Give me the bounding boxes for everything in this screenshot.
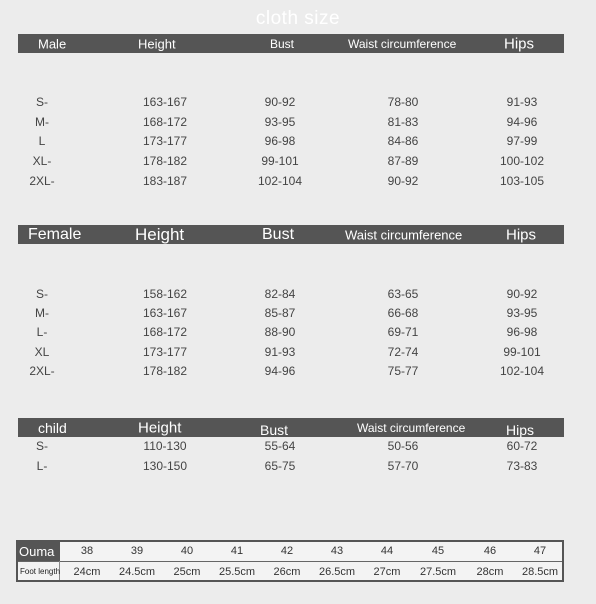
shoe-size-cell: 46: [483, 545, 497, 557]
bust-cell: 94-96: [264, 364, 296, 378]
female-header-label: Female: [28, 225, 82, 243]
table-row: [0, 439, 596, 457]
table-row: [0, 306, 596, 324]
child-header-height: Height: [138, 419, 182, 436]
foot-length-cell: 27cm: [373, 566, 401, 578]
hips-cell: 94-96: [506, 115, 538, 129]
size-cell: 2XL-: [29, 174, 55, 188]
hips-cell: 100-102: [499, 154, 545, 168]
shoe-size-cell: 45: [431, 545, 445, 557]
table-row: [0, 174, 596, 192]
size-cell: L-: [36, 459, 48, 473]
height-cell: 178-182: [142, 154, 188, 168]
waist-cell: 81-83: [387, 115, 419, 129]
foot-length-cell: 26cm: [273, 566, 301, 578]
table-row: [0, 154, 596, 172]
size-cell: 2XL-: [29, 364, 55, 378]
height-cell: 130-150: [142, 459, 188, 473]
waist-cell: 75-77: [387, 364, 419, 378]
size-cell: L-: [36, 325, 48, 339]
height-cell: 178-182: [142, 364, 188, 378]
height-cell: 183-187: [142, 174, 188, 188]
hips-cell: 97-99: [506, 134, 538, 148]
child-header-hips: Hips: [506, 422, 535, 439]
shoe-size-cell: 47: [533, 545, 547, 557]
male-header-bust: Bust: [270, 36, 295, 51]
male-header-hips: Hips: [504, 35, 535, 52]
female-header-waist: Waist circumference: [345, 227, 463, 242]
foot-length-cell: 25.5cm: [218, 566, 256, 578]
table-row: [0, 287, 596, 305]
shoe-size-cell: 38: [80, 545, 94, 557]
male-header-bar: [18, 34, 564, 53]
size-cell: XL-: [32, 154, 52, 168]
size-cell: M-: [35, 115, 49, 129]
foot-length-cell: 24cm: [73, 566, 101, 578]
bust-cell: 96-98: [264, 134, 296, 148]
table-row: [0, 95, 596, 113]
female-header-hips: Hips: [506, 226, 537, 243]
row-divider: [18, 561, 562, 562]
size-cell: S-: [36, 439, 48, 453]
shoe-size-cell: 44: [380, 545, 394, 557]
foot-length-cell: 26.5cm: [318, 566, 356, 578]
table-row: [0, 459, 596, 477]
size-cell: S-: [36, 95, 48, 109]
bust-cell: 55-64: [264, 439, 296, 453]
table-row: [0, 345, 596, 363]
height-cell: 173-177: [142, 345, 188, 359]
waist-cell: 72-74: [387, 345, 419, 359]
shoe-size-cell: 43: [330, 545, 344, 557]
height-cell: 168-172: [142, 115, 188, 129]
foot-length-cell: 28cm: [476, 566, 504, 578]
bust-cell: 93-95: [264, 115, 296, 129]
waist-cell: 63-65: [387, 287, 419, 301]
size-cell: XL: [34, 345, 50, 359]
height-cell: 173-177: [142, 134, 188, 148]
hips-cell: 91-93: [506, 95, 538, 109]
bust-cell: 82-84: [264, 287, 296, 301]
hips-cell: 96-98: [506, 325, 538, 339]
foot-length-label: Foot length: [20, 567, 61, 576]
shoe-size-cell: 40: [180, 545, 194, 557]
male-header-waist: Waist circumference: [348, 36, 457, 51]
female-header-bar: [18, 225, 564, 244]
shoe-size-label: Ouma: [18, 542, 60, 561]
table-row: [0, 115, 596, 133]
child-header-label: child: [38, 419, 67, 436]
waist-cell: 69-71: [387, 325, 419, 339]
hips-cell: 90-92: [506, 287, 538, 301]
bust-cell: 85-87: [264, 306, 296, 320]
bust-cell: 65-75: [264, 459, 296, 473]
height-cell: 158-162: [142, 287, 188, 301]
foot-length-table: [16, 540, 564, 582]
height-cell: 163-167: [142, 306, 188, 320]
hips-cell: 99-101: [503, 345, 541, 359]
male-header-height: Height: [138, 36, 176, 51]
waist-cell: 50-56: [387, 439, 419, 453]
child-header-bar: [18, 418, 564, 437]
waist-cell: 78-80: [387, 95, 419, 109]
size-cell: M-: [35, 306, 49, 320]
height-cell: 168-172: [142, 325, 188, 339]
child-header-waist: Waist circumference: [357, 420, 466, 435]
foot-length-cell: 27.5cm: [419, 566, 457, 578]
table-row: [0, 325, 596, 343]
hips-cell: 93-95: [506, 306, 538, 320]
bust-cell: 99-101: [261, 154, 299, 168]
shoe-size-cell: 39: [130, 545, 144, 557]
table-row: [0, 364, 596, 382]
size-cell: S-: [36, 287, 48, 301]
female-header-height: Height: [135, 224, 185, 244]
waist-cell: 87-89: [387, 154, 419, 168]
waist-cell: 90-92: [387, 174, 419, 188]
page-title: cloth size: [255, 8, 341, 29]
bust-cell: 90-92: [264, 95, 296, 109]
size-cell: L: [38, 134, 46, 148]
bust-cell: 88-90: [264, 325, 296, 339]
foot-length-cell: 24.5cm: [118, 566, 156, 578]
hips-cell: 60-72: [506, 439, 538, 453]
bust-cell: 91-93: [264, 345, 296, 359]
female-header-bust: Bust: [262, 225, 295, 243]
foot-length-cell: 28.5cm: [521, 566, 559, 578]
waist-cell: 84-86: [387, 134, 419, 148]
waist-cell: 57-70: [387, 459, 419, 473]
bust-cell: 102-104: [257, 174, 303, 188]
table-row: [0, 134, 596, 152]
male-header-label: Male: [38, 36, 67, 51]
hips-cell: 73-83: [506, 459, 538, 473]
foot-length-cell: 25cm: [173, 566, 201, 578]
child-header-bust: Bust: [260, 422, 289, 439]
shoe-size-cell: 41: [230, 545, 244, 557]
hips-cell: 103-105: [499, 174, 545, 188]
hips-cell: 102-104: [499, 364, 545, 378]
shoe-size-cell: 42: [280, 545, 294, 557]
height-cell: 110-130: [143, 439, 187, 453]
waist-cell: 66-68: [387, 306, 419, 320]
height-cell: 163-167: [142, 95, 188, 109]
